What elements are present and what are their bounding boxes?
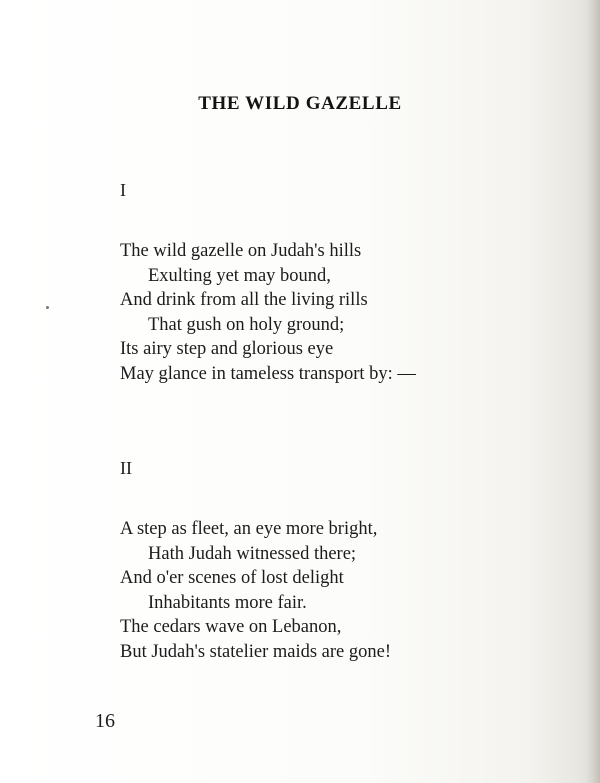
stanza [120,239,560,386]
verse-line: Exulting yet may bound, [148,265,331,286]
stanza-numeral: I [120,180,126,200]
verse-line: A step as fleet, an eye more bright, [120,519,378,539]
verse-line: The wild gazelle on Judah's hills [120,241,362,261]
poem-title: THE WILD GAZELLE [198,93,402,114]
verse-line: But Judah's statelier maids are gone! [120,641,391,662]
verse-line: And o'er scenes of lost delight [120,568,344,588]
verse-line: Inhabitants more fair. [148,592,307,613]
verse-line: Hath Judah witnessed there; [148,543,357,564]
verse-line: Its airy step and glorious eye [120,339,334,359]
verse-line: That gush on holy ground; [148,314,345,335]
page-edge-shadow [586,0,600,783]
stanza [120,517,560,664]
verse-line: The cedars wave on Lebanon, [120,617,342,637]
stanza-numeral: II [120,458,132,478]
paper-speck [46,306,49,309]
verse-line: May glance in tameless transport by: — [120,363,416,384]
page-number: 16 [95,710,115,732]
verse-line: And drink from all the living rills [120,290,368,310]
